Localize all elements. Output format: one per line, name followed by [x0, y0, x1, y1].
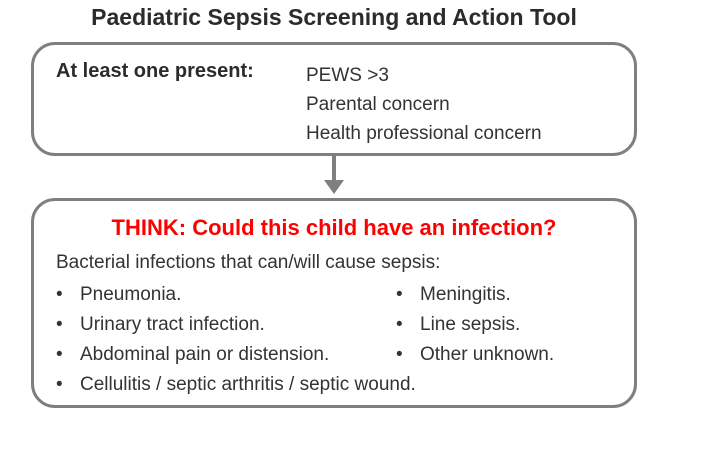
criteria-label: At least one present: — [56, 60, 254, 82]
criteria-item-health-professional-concern: Health professional concern — [306, 123, 542, 144]
think-heading: THINK: Could this child have an infection? — [111, 215, 557, 240]
infection-item-line-sepsis: • Line sepsis. — [396, 314, 521, 335]
screening-criteria-box — [31, 42, 637, 156]
diagram-title: Paediatric Sepsis Screening and Action Tool — [91, 4, 577, 30]
bullet-icon: • — [56, 314, 63, 335]
bullet-icon: • — [56, 344, 63, 365]
bullet-icon: • — [396, 344, 403, 365]
infection-item-other-unknown: • Other unknown. — [396, 344, 555, 365]
bullet-icon: • — [56, 284, 63, 305]
infection-item-uti: • Urinary tract infection. — [56, 314, 265, 335]
bullet-icon: • — [396, 314, 403, 335]
infection-item-cellulitis: • Cellulitis / septic arthritis / septic wound. — [56, 374, 416, 395]
infection-action-box — [31, 198, 637, 408]
criteria-list — [306, 61, 542, 148]
arrow-down-icon — [323, 156, 345, 198]
criteria-item-pews: PEWS >3 — [306, 65, 389, 86]
infection-item-abdominal: • Abdominal pain or distension. — [56, 344, 330, 365]
infection-item-pneumonia: • Pneumonia. — [56, 284, 182, 305]
bullet-icon: • — [396, 284, 403, 305]
bullet-icon: • — [56, 374, 63, 395]
infection-item-meningitis: • Meningitis. — [396, 284, 511, 305]
infections-intro: Bacterial infections that can/will cause sepsis: — [56, 252, 441, 273]
criteria-item-parental-concern: Parental concern — [306, 94, 450, 115]
